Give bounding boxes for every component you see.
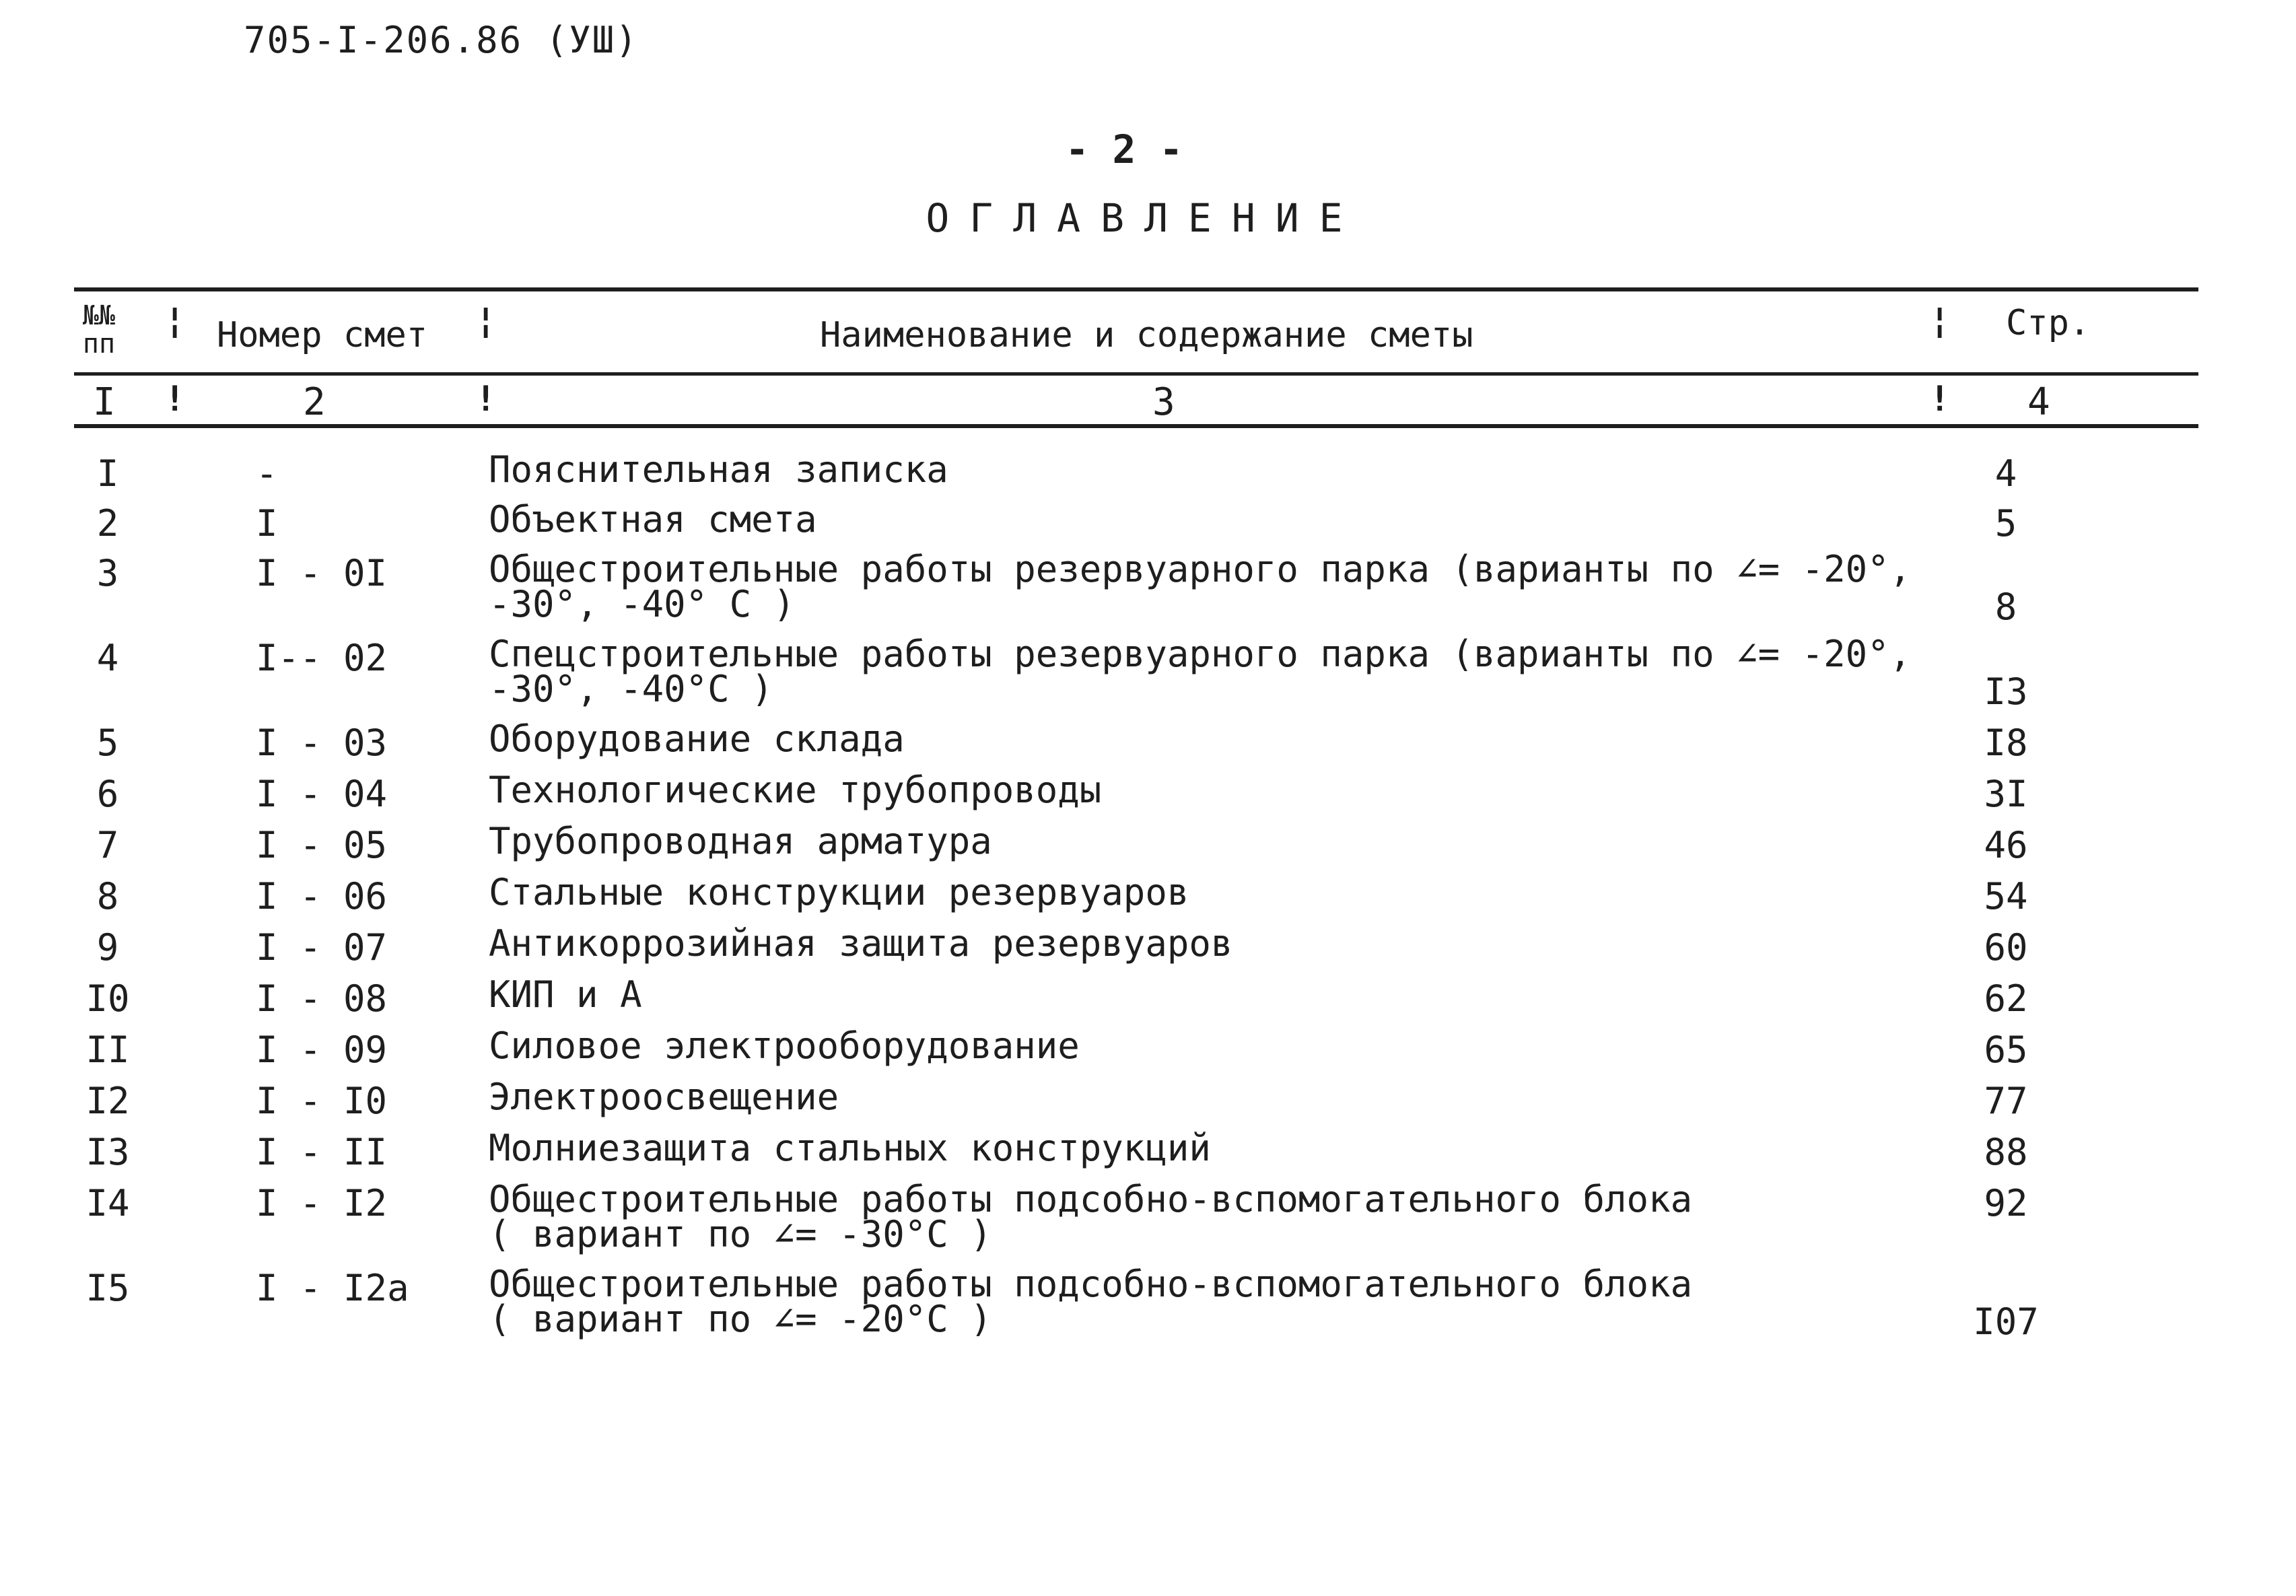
row-name-line1: Спецстроительные работы резервуарного парка (варианты по ∠= -20°, bbox=[489, 633, 1912, 675]
row-index: 3 bbox=[96, 552, 119, 594]
table-header-rule bbox=[74, 372, 2198, 376]
row-name bbox=[489, 820, 1996, 862]
row-name-line2: -30°, -40°С ) bbox=[489, 668, 773, 710]
row-estimate-number: I bbox=[256, 502, 278, 545]
row-index: I3 bbox=[85, 1131, 130, 1173]
row-name bbox=[489, 548, 1996, 625]
row-name bbox=[489, 633, 1996, 710]
row-estimate-number: I - I2 bbox=[256, 1182, 388, 1224]
column-number-3: 3 bbox=[1152, 380, 1175, 424]
page-title: ОГЛАВЛЕНИЕ bbox=[926, 195, 1363, 241]
row-name-line1: Трубопроводная арматура bbox=[489, 820, 992, 862]
row-estimate-number: I - 05 bbox=[256, 824, 388, 866]
row-name bbox=[489, 1025, 1996, 1067]
row-estimate-number: I - 04 bbox=[256, 773, 388, 815]
row-index: 4 bbox=[96, 637, 119, 679]
row-name-line2: ( вариант по ∠= -30°С ) bbox=[489, 1213, 992, 1255]
row-name bbox=[489, 718, 1996, 760]
row-name-line1: Пояснительная записка bbox=[489, 448, 948, 491]
row-estimate-number: I - 08 bbox=[256, 977, 388, 1020]
row-page: 88 bbox=[1984, 1131, 2028, 1173]
column-separator: ¦ bbox=[475, 300, 497, 341]
row-page: I8 bbox=[1984, 722, 2028, 764]
row-page: I3 bbox=[1984, 670, 2028, 713]
header-nn-line2: пп bbox=[82, 328, 116, 359]
header-nn bbox=[75, 302, 123, 358]
row-estimate-number: I-- 02 bbox=[256, 637, 388, 679]
row-estimate-number: I - 03 bbox=[256, 722, 388, 764]
row-estimate-number: I - 09 bbox=[256, 1029, 388, 1071]
row-name-line2: ( вариант по ∠= -20°С ) bbox=[489, 1298, 992, 1340]
row-page: 60 bbox=[1984, 926, 2028, 969]
row-name-line1: Технологические трубопроводы bbox=[489, 769, 1102, 811]
column-separator: ! bbox=[475, 379, 497, 419]
row-name bbox=[489, 448, 1996, 491]
row-estimate-number: - bbox=[256, 452, 278, 495]
row-page: 62 bbox=[1984, 977, 2028, 1020]
row-index: I2 bbox=[85, 1080, 130, 1122]
page-number: - 2 - bbox=[1065, 127, 1183, 172]
row-page: I07 bbox=[1973, 1300, 2039, 1343]
header-page: Стр. bbox=[2006, 303, 2091, 343]
row-name-line1: Силовое электрооборудование bbox=[489, 1025, 1080, 1067]
document-code: 705-I-206.86 (УШ) bbox=[244, 19, 639, 61]
column-number-2: 2 bbox=[303, 380, 326, 424]
row-estimate-number: I - 06 bbox=[256, 875, 388, 917]
row-estimate-number: I - I0 bbox=[256, 1080, 388, 1122]
row-name bbox=[489, 1263, 1996, 1340]
row-index: 2 bbox=[96, 502, 119, 545]
row-page: 92 bbox=[1984, 1182, 2028, 1224]
row-name-line1: КИП и А bbox=[489, 973, 642, 1016]
row-estimate-number: I - 0I bbox=[256, 552, 388, 594]
column-separator: ! bbox=[164, 379, 186, 419]
row-page: 46 bbox=[1984, 824, 2028, 866]
row-page: 8 bbox=[1994, 586, 2017, 628]
row-name bbox=[489, 498, 1996, 541]
row-name-line1: Оборудование склада bbox=[489, 718, 905, 760]
row-name bbox=[489, 871, 1996, 913]
row-estimate-number: I - II bbox=[256, 1131, 388, 1173]
row-name-line1: Молниезащита стальных конструкций bbox=[489, 1127, 1211, 1169]
row-name-line1: Общестроительные работы подсобно-вспомогательного блока bbox=[489, 1263, 1693, 1305]
row-page: 4 bbox=[1994, 452, 2017, 495]
row-index: 9 bbox=[96, 926, 119, 969]
row-name bbox=[489, 769, 1996, 811]
row-name bbox=[489, 922, 1996, 965]
row-index: 8 bbox=[96, 875, 119, 917]
row-name bbox=[489, 1076, 1996, 1118]
column-separator: ! bbox=[1929, 379, 1951, 419]
row-page: 65 bbox=[1984, 1029, 2028, 1071]
row-index: I5 bbox=[85, 1267, 130, 1309]
header-nn-line1: №№ bbox=[82, 300, 116, 331]
row-name-line2: -30°, -40° С ) bbox=[489, 583, 796, 625]
row-index: I4 bbox=[85, 1182, 130, 1224]
row-name-line1: Общестроительные работы резервуарного парка (варианты по ∠= -20°, bbox=[489, 548, 1912, 590]
row-page: 3I bbox=[1984, 773, 2028, 815]
row-page: 5 bbox=[1994, 502, 2017, 545]
header-name: Наименование и содержание сметы bbox=[820, 315, 1473, 355]
row-index: I bbox=[96, 452, 119, 495]
row-name bbox=[489, 973, 1996, 1016]
row-index: II bbox=[85, 1029, 130, 1071]
header-estimate-number: Номер смет bbox=[217, 315, 428, 355]
table-column-number-rule bbox=[74, 424, 2198, 428]
column-number-1: I bbox=[93, 380, 116, 424]
row-index: 6 bbox=[96, 773, 119, 815]
row-name bbox=[489, 1178, 1996, 1255]
row-page: 77 bbox=[1984, 1080, 2028, 1122]
row-estimate-number: I - I2а bbox=[256, 1267, 409, 1309]
row-name bbox=[489, 1127, 1996, 1169]
row-name-line1: Объектная смета bbox=[489, 498, 817, 541]
row-estimate-number: I - 07 bbox=[256, 926, 388, 969]
column-number-4: 4 bbox=[2027, 380, 2050, 424]
column-separator: ¦ bbox=[1929, 300, 1951, 341]
row-index: 5 bbox=[96, 722, 119, 764]
row-name-line1: Электроосвещение bbox=[489, 1076, 839, 1118]
column-separator: ¦ bbox=[164, 300, 186, 341]
row-name-line1: Общестроительные работы подсобно-вспомогательного блока bbox=[489, 1178, 1693, 1220]
row-name-line1: Антикоррозийная защита резервуаров bbox=[489, 922, 1233, 965]
row-index: 7 bbox=[96, 824, 119, 866]
row-page: 54 bbox=[1984, 875, 2028, 917]
row-name-line1: Стальные конструкции резервуаров bbox=[489, 871, 1189, 913]
table-top-rule bbox=[74, 287, 2198, 291]
row-index: I0 bbox=[85, 977, 130, 1020]
